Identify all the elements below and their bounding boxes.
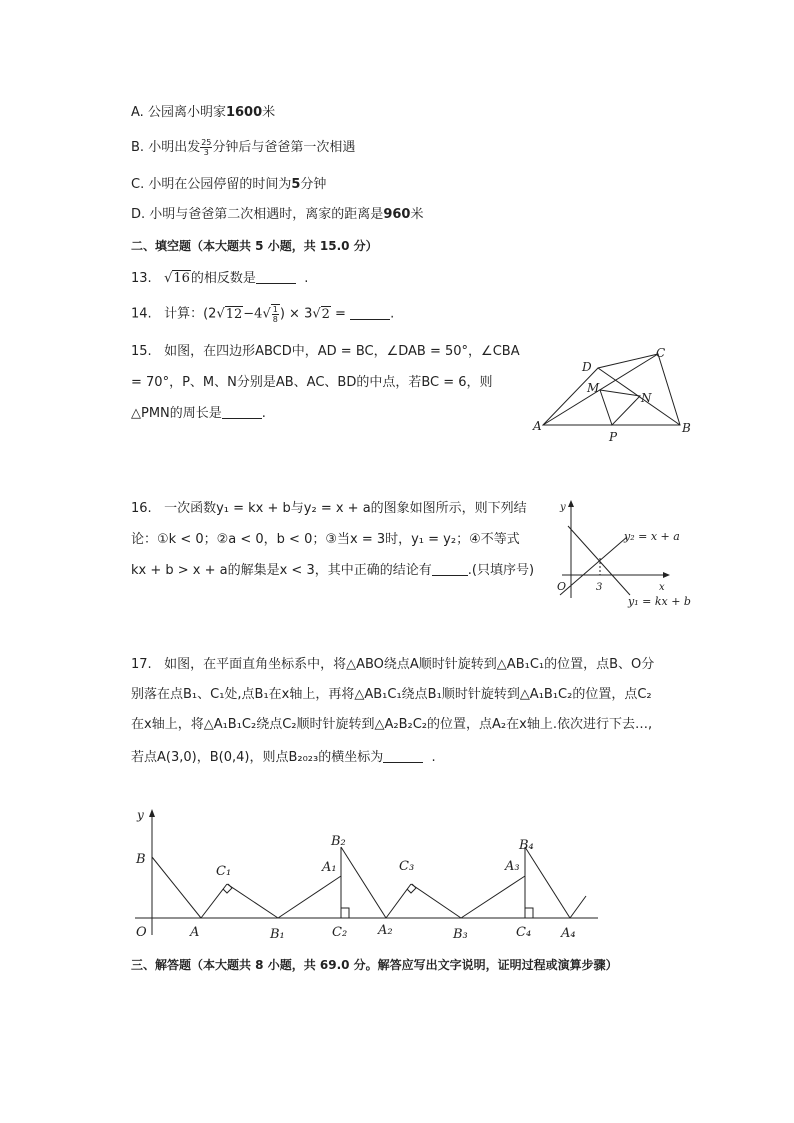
label-C2: C₂ — [332, 925, 348, 940]
question-14: 14. 计算：(2√12−4√ $\frac{1}{8}$ ) × 3√2 = . — [131, 305, 395, 324]
label-C4: C₄ — [516, 925, 532, 940]
question-17-line2: 别落在点B₁、C₁处,点B₁在x轴上，再将△AB₁C₁绕点B₁顺时针旋转到△A₁B₁C₂的位置，点C₂ — [131, 687, 652, 702]
line-y2-label: y₂ = x + a — [624, 530, 680, 543]
section2-heading: 二、填空题（本大题共 5 小题，共 15.0 分） — [131, 239, 378, 253]
label-N: N — [641, 391, 652, 405]
label-C: C — [656, 346, 666, 360]
q17-answer-blank[interactable] — [383, 749, 423, 763]
label-O: O — [136, 925, 147, 940]
question-17-line3: 在x轴上，将△A₁B₁C₂绕点C₂顺时针旋转到△A₂B₂C₂的位置，点A₂在x轴上.依次进行下去…, — [131, 717, 653, 732]
q13-answer-blank[interactable] — [256, 270, 296, 284]
option-c: C. 小明在公园停留的时间为5分钟 — [131, 177, 327, 192]
section3-heading: 三、解答题（本大题共 8 小题，共 69.0 分。解答应写出文字说明，证明过程或演算步骤） — [131, 958, 618, 972]
question-16-line3: kx + b > x + a的解集是x < 3，其中正确的结论有 .(只填序号) — [131, 563, 535, 578]
label-D: D — [582, 360, 592, 374]
question-15-line2: = 70°，P、M、N分别是AB、AC、BD的中点，若BC = 6，则 — [131, 375, 493, 390]
label-M: M — [587, 381, 600, 395]
label-A3: A₃ — [505, 859, 520, 874]
line-y1-label: y₁ = kx + b — [628, 595, 691, 608]
q14-answer-blank[interactable] — [350, 306, 390, 320]
label-C1: C₁ — [216, 864, 232, 879]
label-A: A — [190, 925, 200, 940]
tick-3-label: 3 — [596, 582, 603, 593]
axis-y-label: y — [560, 502, 566, 513]
option-b: B. 小明出发 $\frac{25}{3}$ 分钟后与爸爸第一次相遇 — [131, 138, 356, 157]
q16-figure — [552, 498, 702, 613]
q17-figure — [130, 805, 610, 945]
q15-answer-blank[interactable] — [222, 405, 262, 419]
q15-figure — [528, 340, 698, 445]
label-B1: B₁ — [270, 927, 285, 942]
option-a: A. 公园离小明家1600米 — [131, 105, 276, 120]
label-A2: A₂ — [378, 923, 393, 938]
label-B: B — [136, 852, 146, 867]
label-B2: B₂ — [331, 834, 346, 849]
label-B: B — [682, 421, 691, 435]
q16-answer-blank[interactable] — [432, 562, 468, 576]
question-15-line3: △PMN的周长是 . — [131, 406, 266, 421]
label-P: P — [609, 430, 618, 444]
question-15-line1: 15. 如图，在四边形ABCD中，AD = BC，∠DAB = 50°，∠CBA — [131, 344, 520, 359]
origin-label: O — [557, 580, 567, 593]
label-A4: A₄ — [561, 926, 576, 941]
label-B3: B₃ — [453, 927, 468, 942]
option-d: D. 小明与爸爸第二次相遇时，离家的距离是960米 — [131, 207, 424, 222]
label-B4: B₄ — [519, 838, 534, 853]
label-A1: A₁ — [322, 860, 337, 875]
question-17-line1: 17. 如图，在平面直角坐标系中，将△ABO绕点A顺时针旋转到△AB₁C₁的位置，点B、O分 — [131, 657, 655, 672]
question-17-line4: 若点A(3,0)，B(0,4)，则点B₂₀₂₃的横坐标为 . — [131, 750, 436, 765]
label-A: A — [533, 419, 542, 433]
axis-x-label: x — [659, 582, 665, 593]
question-16-line2: 论：①k < 0；②a < 0，b < 0；③当x = 3时，y₁ = y₂；④不等式 — [131, 532, 520, 547]
question-16-line1: 16. 一次函数y₁ = kx + b与y₂ = x + a的图象如图所示，则下列结 — [131, 501, 527, 516]
label-C3: C₃ — [399, 859, 415, 874]
axis-y-label: y — [137, 808, 144, 822]
question-13: 13. √16的相反数是 . — [131, 271, 309, 286]
